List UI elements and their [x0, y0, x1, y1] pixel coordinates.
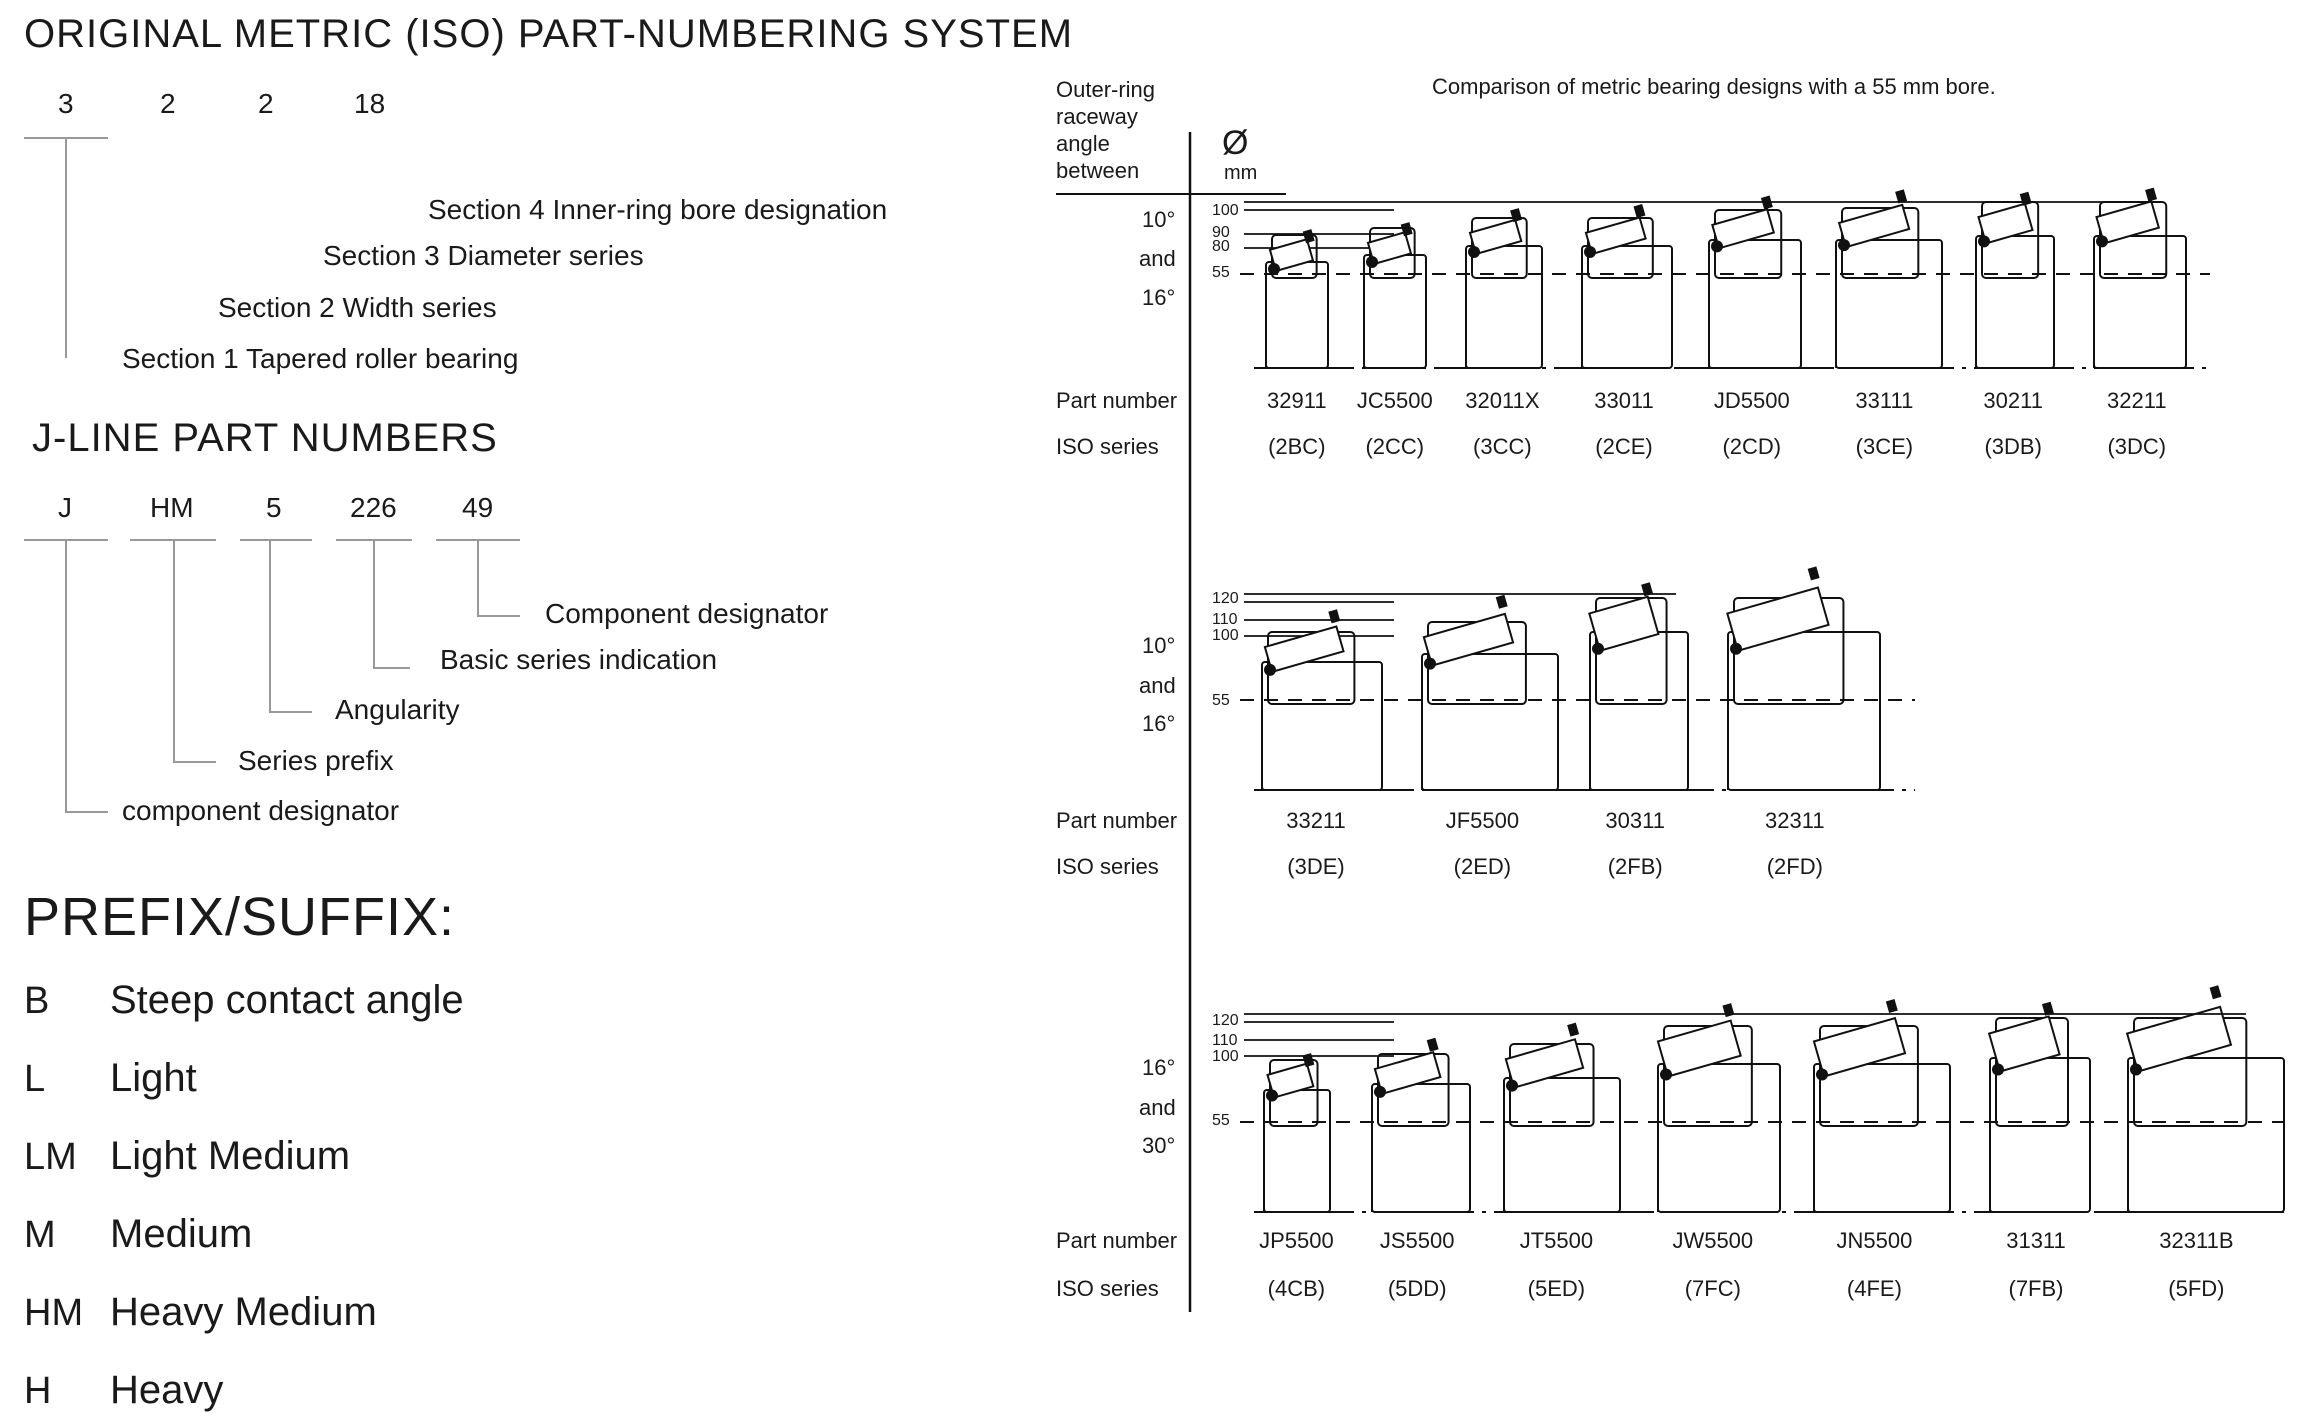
row1-bearing-7-lip-marker [2020, 192, 2032, 206]
row1-iso-series-6: (3CE) [1855, 434, 1914, 459]
row2-dim-label-120: 120 [1212, 590, 1239, 607]
row3-part-number-1: JP5500 [1259, 1228, 1334, 1253]
row1-bearing-8-cone [2094, 236, 2186, 368]
row2-angle-label-2: and [1139, 673, 1176, 698]
row3-angle-label-2: and [1139, 1095, 1176, 1120]
row1-bearing-4-roller [1586, 217, 1646, 254]
row2-bearing-1-roller [1265, 626, 1344, 671]
row3-bearing-2-lip-marker [1427, 1038, 1439, 1052]
row1-dim-label-100: 100 [1212, 202, 1239, 219]
row3-bearing-5-lip-marker [1886, 999, 1898, 1013]
row1-bearing-8-lip-marker [2145, 188, 2157, 202]
jline-label-series-prefix: Series prefix [238, 745, 394, 776]
prefix-code-b: B [24, 980, 50, 1022]
row2-bearing-3-cage-marker [1592, 643, 1604, 655]
jline-label-component-lower: component designator [122, 795, 400, 826]
row1-part-number-8: 32211 [2107, 388, 2167, 413]
row1-bearing-6-cage-marker [1838, 239, 1850, 251]
jline-label-angularity: Angularity [335, 694, 460, 725]
row1-bearing-4-cage-marker [1584, 246, 1596, 258]
row1-iso-series-3: (3CC) [1473, 434, 1532, 459]
row3-iso-series-1: (4CB) [1267, 1276, 1326, 1301]
iso-section-1: Section 1 Tapered roller bearing [122, 343, 519, 374]
row1-bearing-7-cage-marker [1978, 235, 1990, 247]
row3-part-number-label: Part number [1056, 1228, 1178, 1253]
row3-bearing-4-roller [1658, 1021, 1741, 1077]
row3-bearing-2-cone [1372, 1084, 1470, 1212]
row2-part-number-label: Part number [1056, 808, 1178, 833]
row3-bearing-4-lip-marker [1722, 1003, 1734, 1017]
row1-dim-label-80: 80 [1212, 238, 1230, 255]
row1-bearing-4-lip-marker [1634, 204, 1646, 218]
comparison-caption: Comparison of metric bearing designs with a 55 mm bore. [1432, 74, 1996, 99]
row1-bearing-4-cone [1582, 246, 1672, 368]
row2-part-number-1: 33211 [1286, 808, 1346, 833]
row1-angle-label-1: 10° [1142, 207, 1176, 232]
row2-bearing-3-cone [1590, 632, 1688, 790]
row2-bearing-1-cage-marker [1264, 664, 1276, 676]
jline-part-hm: HM [150, 492, 194, 523]
row2-iso-series-3: (2FB) [1607, 854, 1663, 879]
row2-bearing-1-lip-marker [1328, 609, 1340, 623]
unit-label: mm [1224, 162, 1258, 184]
row2-part-number-2: JF5500 [1445, 808, 1520, 833]
row2-iso-series-label: ISO series [1056, 854, 1159, 879]
row3-part-number-2: JS5500 [1379, 1228, 1455, 1253]
diameter-symbol-icon: Ø [1222, 124, 1249, 162]
row3-bearing-1-cone [1264, 1090, 1330, 1212]
row1-part-number-6: 33111 [1855, 388, 1914, 413]
iso-section-3: Section 3 Diameter series [323, 240, 644, 271]
row1-iso-series-label: ISO series [1056, 434, 1159, 459]
prefix-title: PREFIX/SUFFIX: [24, 887, 456, 947]
heading-line-2: raceway [1056, 104, 1138, 129]
row1-iso-series-5: (2CD) [1722, 434, 1782, 459]
iso-title: ORIGINAL METRIC (ISO) PART-NUMBERING SYSTEM [24, 12, 1074, 56]
row3-bearing-5-cage-marker [1816, 1068, 1828, 1080]
row2-bearing-2-cone [1422, 654, 1558, 790]
row3-bearing-6-cone [1990, 1058, 2090, 1212]
prefix-code-l: L [24, 1058, 46, 1100]
row2-bearing-4-cone [1728, 632, 1880, 790]
row3-bearing-7-cone [2128, 1058, 2284, 1212]
row3-iso-series-7: (5FD) [2168, 1276, 2225, 1301]
iso-digit-3: 2 [258, 88, 274, 119]
prefix-desc-hm: Heavy Medium [110, 1290, 377, 1334]
row3-angle-label-3: 30° [1142, 1133, 1176, 1158]
row1-bearing-2-cone [1364, 255, 1426, 368]
row2-bearing-4-lip-marker [1808, 566, 1820, 580]
row3-part-number-5: JN5500 [1836, 1228, 1913, 1253]
row1-dim-label-55: 55 [1212, 264, 1230, 281]
row3-bearing-6-roller [1989, 1016, 2059, 1071]
heading-line-4: between [1056, 158, 1140, 183]
prefix-desc-l: Light [110, 1056, 197, 1100]
row3-bearing-4-cage-marker [1660, 1068, 1672, 1080]
row2-dim-label-55: 55 [1212, 692, 1230, 709]
jline-label-basic-series: Basic series indication [440, 644, 718, 675]
row3-part-number-7: 32311B [2159, 1228, 2234, 1253]
row3-iso-series-2: (5DD) [1387, 1276, 1447, 1301]
row1-part-number-5: JD5500 [1713, 388, 1790, 413]
heading-line-1: Outer-ring [1056, 77, 1156, 102]
row2-iso-series-1: (3DE) [1287, 854, 1345, 879]
heading-line-3: angle [1056, 131, 1110, 156]
row1-bearing-2-cage-marker [1366, 256, 1378, 268]
row1-part-number-7: 30211 [1983, 388, 2043, 413]
row1-part-number-4: 33011 [1594, 388, 1654, 413]
row2-bearing-2-lip-marker [1496, 595, 1508, 609]
prefix-desc-m: Medium [110, 1212, 253, 1256]
row1-iso-series-8: (3DC) [2107, 434, 2167, 459]
row1-bearing-6-cone [1836, 240, 1942, 368]
jline-part-j: J [58, 492, 72, 523]
iso-digit-1: 3 [58, 88, 74, 119]
row3-iso-series-4: (7FC) [1684, 1276, 1741, 1301]
row1-part-number-3: 32011X [1465, 388, 1540, 413]
row3-bearing-7-lip-marker [2210, 985, 2222, 999]
row1-part-number-1: 32911 [1267, 388, 1327, 413]
prefix-desc-h: Heavy [110, 1368, 224, 1412]
row2-bearing-3-roller [1589, 597, 1658, 651]
prefix-code-hm: HM [24, 1292, 84, 1334]
row3-dim-label-110: 110 [1212, 1032, 1238, 1049]
row1-bearing-1-cage-marker [1268, 263, 1280, 275]
row2-iso-series-4: (2FD) [1766, 854, 1823, 879]
row1-bearing-8-cage-marker [2096, 235, 2108, 247]
row1-bearing-3-cage-marker [1468, 246, 1480, 258]
row3-iso-series-6: (7FB) [2008, 1276, 2064, 1301]
row1-angle-label-3: 16° [1142, 285, 1176, 310]
row3-bearing-7-roller [2127, 1007, 2231, 1072]
prefix-desc-lm: Light Medium [110, 1134, 351, 1178]
row3-part-number-4: JW5500 [1672, 1228, 1754, 1253]
jline-part-5: 5 [266, 492, 282, 523]
row3-iso-series-3: (5ED) [1527, 1276, 1586, 1301]
row3-bearing-2-roller [1375, 1052, 1441, 1094]
row1-iso-series-4: (2CE) [1595, 434, 1653, 459]
row3-part-number-3: JT5500 [1519, 1228, 1594, 1253]
row3-bearing-3-cage-marker [1506, 1080, 1518, 1092]
jline-part-49: 49 [462, 492, 494, 523]
row3-iso-series-5: (4FE) [1846, 1276, 1902, 1301]
jline-label-component: Component designator [545, 598, 829, 629]
row2-bearing-1-cone [1262, 662, 1382, 790]
row3-angle-label-1: 16° [1142, 1055, 1176, 1080]
row1-iso-series-2: (2CC) [1365, 434, 1425, 459]
row2-bearing-2-cage-marker [1424, 658, 1436, 670]
row1-angle-label-2: and [1139, 246, 1176, 271]
row3-bearing-3-cone [1504, 1078, 1620, 1212]
row2-angle-label-3: 16° [1142, 711, 1176, 736]
iso-digit-2: 2 [160, 88, 176, 119]
row2-iso-series-2: (2ED) [1453, 854, 1512, 879]
row3-part-number-6: 31311 [2006, 1228, 2066, 1253]
jline-part-226: 226 [350, 492, 397, 523]
row1-bearing-5-cage-marker [1711, 240, 1723, 252]
row1-dim-label-90: 90 [1212, 224, 1230, 241]
row2-angle-label-1: 10° [1142, 633, 1176, 658]
row3-bearing-3-roller [1506, 1039, 1583, 1087]
prefix-code-lm: LM [24, 1136, 77, 1178]
jline-title: J-LINE PART NUMBERS [32, 416, 498, 460]
iso-section-2: Section 2 Width series [218, 292, 497, 323]
row1-part-number-2: JC5500 [1356, 388, 1433, 413]
prefix-code-m: M [24, 1214, 56, 1256]
row1-iso-series-7: (3DB) [1984, 434, 2042, 459]
iso-digit-4: 18 [354, 88, 386, 119]
row3-dim-label-55: 55 [1212, 1112, 1230, 1129]
row2-dim-label-100: 100 [1212, 627, 1239, 644]
row1-part-number-label: Part number [1056, 388, 1178, 413]
row1-bearing-5-cone [1709, 240, 1801, 368]
row2-bearing-4-cage-marker [1730, 643, 1742, 655]
row2-part-number-3: 30311 [1605, 808, 1665, 833]
iso-section-4: Section 4 Inner-ring bore designation [428, 194, 888, 225]
row1-iso-series-1: (2BC) [1268, 434, 1326, 459]
row3-bearing-4-cone [1658, 1064, 1780, 1212]
row3-dim-label-100: 100 [1212, 1048, 1239, 1065]
row1-bearing-3-cone [1466, 246, 1542, 368]
prefix-desc-b: Steep contact angle [110, 978, 464, 1022]
row2-dim-label-110: 110 [1212, 611, 1238, 628]
row3-bearing-1-cage-marker [1266, 1090, 1278, 1102]
row3-bearing-2-cage-marker [1374, 1086, 1386, 1098]
row3-bearing-3-lip-marker [1567, 1023, 1579, 1037]
row3-bearing-5-cone [1814, 1064, 1950, 1212]
row3-bearing-6-cage-marker [1992, 1064, 2004, 1076]
row3-dim-label-120: 120 [1212, 1012, 1239, 1029]
row3-bearing-7-cage-marker [2130, 1064, 2142, 1076]
row1-bearing-7-cone [1976, 236, 2054, 368]
prefix-code-h: H [24, 1370, 52, 1412]
row2-part-number-4: 32311 [1765, 808, 1825, 833]
row3-iso-series-label: ISO series [1056, 1276, 1159, 1301]
